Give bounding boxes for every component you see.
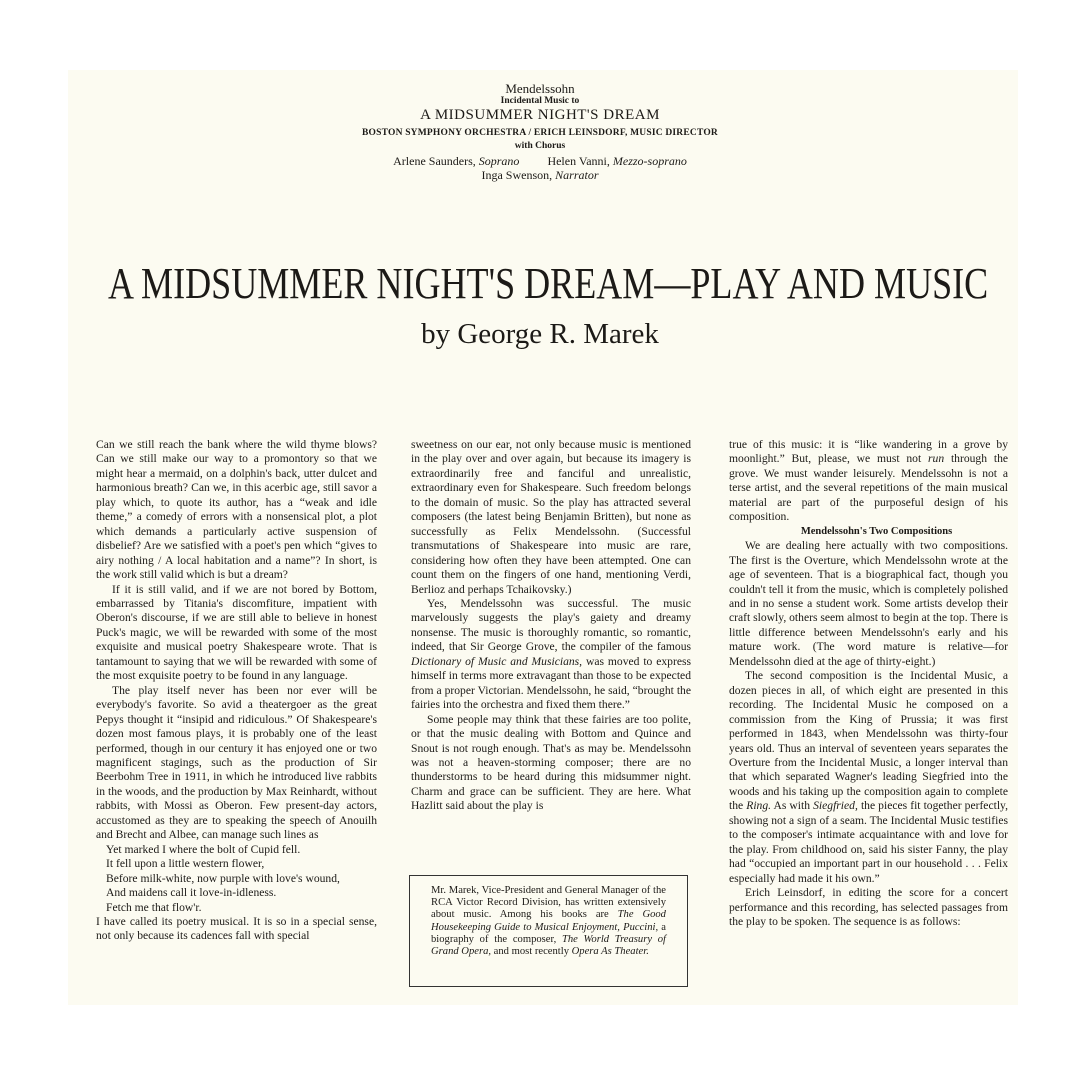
text-run: sweetness on our ear, not only because music is mentioned in the play over and over again, but because its imagery is extraordinarily free and fanciful and unrealistic, extraordinary even for Shakespeare. Such freedom belongs to the domain of music. So the play has attracted several composers (the latest being Benjamin Britten), but none as successfully as Felix Mendelssohn. (Successful transmutations of Shakespeare into music are rare, considering how often they have been attempted. One can count them on the fingers of one hand, mentioning Verdi, Berlioz and perhaps Tchaikovsky.) — [411, 438, 691, 596]
text-run: If it is still valid, and if we are not bored by Bottom, embarrassed by Titania's discomfiture, impatient with Oberon's discourse, if we are still able to believe in honest Puck's magic, we will be rewarded with some of the most exquisite and musical poetry Shakespeare wrote. That is tantamount to saying that we will be rewarded with some of the most exquisite poetry to be found in any language. — [96, 582, 377, 683]
work-title: A MIDSUMMER NIGHT'S DREAM — [420, 107, 660, 123]
incidental-music-label: Incidental Music to — [500, 96, 580, 106]
text-run: Erich Leinsdorf, in editing the score for a concert performance and this recording, has selected passages from the play to be spoken. The sequence is as follows: — [729, 886, 1008, 928]
italic-text: Siegfried, — [813, 799, 858, 813]
soloists-line — [0, 155, 1080, 167]
paragraph — [729, 539, 1008, 669]
text-run: We are dealing here actually with two compositions. The first is the Overture, which Mendelssohn wrote at the age of seventeen. That is a biographical fact, though you couldn't tell it from the music, which is completely polished and in no sense a student work. Some artists develop their craft slowly, others seem almost to begin at the top. There is little difference between Mendelssohn's early and his mature work. (The word mature is relative—for Mendelssohn died at the age of thirty-eight.) — [729, 539, 1008, 668]
paragraph — [411, 713, 691, 814]
verse-line — [96, 872, 377, 886]
paragraph — [96, 915, 377, 944]
text-run: Some people may think that these fairies are too polite, or that the music dealing with Bottom and Quince and Snout is not rough enough. That's as may be. Mendelssohn was not a heaven-storming composer; there are no thunderstorms to be heard during this midsummer night. Charm and grace can be sufficient. They are here. What Hazlitt said about the play is — [411, 712, 691, 813]
text-run: The play itself never has been nor ever will be everybody's favorite. So avid a theatergoer as the great Pepys thought it “insipid and ridiculous.” Of Shakespeare's dozen most famous plays, it is probably one of the least performed, though in our century it has enjoyed one or two magnificent stagings, such as the production of Sir Beerbohm Tree in 1911, in which he introduced live rabbits in the woods, and the production by Max Reinhardt, without rabbits, with Mossi as Oberon. Few present-day actors, accustomed as they are to speaking the speech of Anouilh and Brecht and Albee, can manage such lines as — [96, 683, 377, 842]
italic-text: The Good Housekeeping Guide to Musical Enjoyment, Puccini, — [431, 909, 666, 933]
text-run: a biography of the composer, — [431, 921, 666, 945]
orchestra-credit: BOSTON SYMPHONY ORCHESTRA / ERICH LEINSDORF, MUSIC DIRECTOR — [362, 128, 718, 138]
text-run: Mendelssohn's Two Compositions — [800, 525, 953, 537]
composer-name: Mendelssohn — [505, 81, 575, 96]
text-run: the pieces fit together perfectly, showing not a sign of a seam. The Incidental Music testifies to the composer's intimate acquaintance with and love for the play. From childhood on, said his sister Fanny, the play had “occupied an important part in our household . . . Felix especially had made it his own.” — [729, 799, 1008, 885]
text-run: The second composition is the Incidental Music, a dozen pieces in all, of which eight are presented in this recording. The Incidental Music he composed on a commission from the King of Prussia; it was first performed in 1843, when Mendelssohn was thirty-four years old. Thus an interval of seventeen years separates the Overture from the Incidental Music, a longer interval than that which separated Wagner's leading Siegfried into the woods and his taking up the composition again to complete the — [729, 669, 1008, 813]
soloist-role: Mezzo-soprano — [612, 154, 687, 168]
paragraph — [96, 438, 377, 583]
paragraph — [96, 583, 377, 684]
text-run: Yes, Mendelssohn was successful. The music marvelously suggests the play's gaiety and dreamy nonsense. The music is thoroughly romantic, so romantic, indeed, that Sir George Grove, the compiler of the famous — [411, 596, 691, 654]
narrator-line — [0, 169, 1080, 181]
soloist-name: Helen Vanni, — [547, 154, 613, 168]
text-run: through the grove. We must wander leisurely. Mendelssohn is not a terse artist, and the several repetitions of the main musical material are part of the purposeful design of his composition. — [729, 452, 1009, 524]
italic-text: The World Treasury of Grand Opera, — [431, 933, 666, 958]
text-run: And maidens call it love-in-idleness. — [106, 886, 277, 900]
paragraph — [411, 438, 691, 597]
narrator-name: Inga Swenson, — [481, 168, 556, 182]
text-run: As with — [771, 799, 814, 813]
text-run: Before milk-white, now purple with love's wound, — [106, 871, 340, 885]
paragraph — [729, 669, 1008, 886]
paragraph — [729, 886, 1008, 929]
verse-line — [96, 857, 377, 871]
paragraph — [96, 684, 377, 843]
text-run: Fetch me that flow'r. — [106, 900, 202, 914]
section-heading — [729, 525, 1008, 539]
italic-text: Opera As Theater. — [571, 946, 649, 958]
text-run: I have called its poetry musical. It is so in a special sense, not only because its cadences fall with special — [96, 914, 377, 943]
verse-line — [96, 901, 377, 915]
text-run: true of this music: it is “like wandering in a grove by moonlight.” But, please, we must not — [729, 438, 1008, 466]
verse-line — [96, 886, 377, 900]
narrator-role: Narrator — [555, 168, 599, 182]
text-column-1 — [96, 438, 377, 944]
text-run: was moved to express himself in terms more extravagant than those to be expected from a proper Victorian. Mendelssohn, he said, “brought the fairies into the orchestra and fixed them there.” — [411, 654, 691, 712]
paragraph — [729, 438, 1008, 525]
text-column-3 — [729, 438, 1008, 929]
italic-text: Dictionary of Music and Musicians, — [411, 654, 583, 668]
article-title: A MIDSUMMER NIGHT'S DREAM—PLAY AND MUSIC — [108, 259, 989, 308]
text-run: Can we still reach the bank where the wild thyme blows? Can we still make our way to a promontory so that we might hear a mermaid, on a dolphin's back, utter dulcet and harmonious breath? Can we, in this acerbic age, still savor a play which, to quote its author, has a “weak and idle theme,” a comedy of errors with a nonsensical plot, a plot which demands a particularly active suspension of disbelief? Are we satisfied with a poet's pen which “gives to airy nothing / A local habitation and a name”? In short, is the work still valid which is but a dream? — [96, 438, 377, 582]
soloist-name: Arlene Saunders, — [393, 154, 479, 168]
article-byline: by George R. Marek — [421, 318, 659, 350]
soloist-role: Soprano — [478, 154, 520, 168]
text-run: Yet marked I where the bolt of Cupid fell. — [106, 842, 301, 856]
italic-text: run — [928, 452, 945, 466]
text-run: Mr. Marek, Vice-President and General Manager of the RCA Victor Record Division, has written extensively about music. Among his books are — [431, 885, 666, 921]
author-bio-box — [409, 875, 688, 987]
text-run: and most recently — [491, 946, 572, 958]
chorus-credit: with Chorus — [514, 141, 566, 151]
text-column-2 — [411, 438, 691, 814]
italic-text: Ring. — [746, 799, 772, 813]
verse-line — [96, 843, 377, 857]
paragraph — [411, 597, 691, 713]
text-run: It fell upon a little western flower, — [106, 857, 265, 871]
